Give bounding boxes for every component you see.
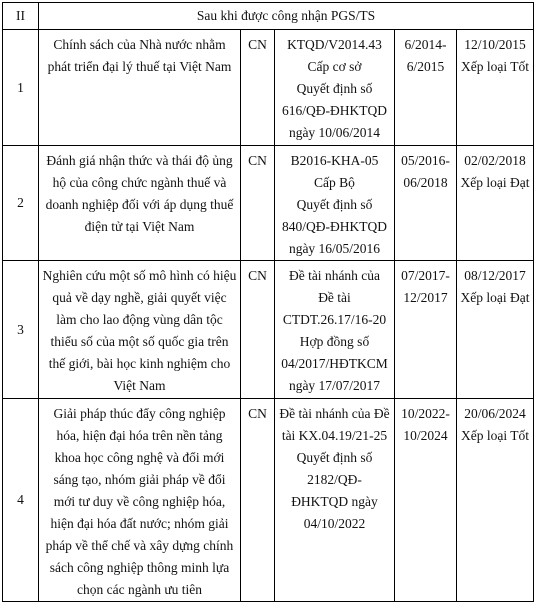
- row-number: 2: [3, 146, 39, 261]
- project-code-line: ngày 10/06/2014: [288, 125, 381, 140]
- acceptance-result: [457, 146, 534, 261]
- project-code-line: 04/2017/HĐTKCM: [281, 356, 388, 371]
- project-title-line: Giải pháp thúc đẩy công nghiệp: [53, 406, 226, 421]
- project-title: [39, 146, 241, 261]
- project-title-line: sách công nghiệp thông minh lựa: [49, 560, 230, 575]
- table-row: [3, 146, 534, 261]
- role: CN: [241, 399, 275, 602]
- project-code-line: Quyết định số: [296, 81, 373, 96]
- project-code-line: ngày 16/05/2016: [288, 241, 381, 256]
- project-title: [39, 30, 241, 146]
- research-projects-table: [2, 2, 534, 602]
- acceptance-result: [457, 261, 534, 399]
- acceptance-date: 12/10/2015: [464, 37, 526, 52]
- project-title-line: pháp về thể chế và xây dựng chính: [45, 538, 234, 553]
- project-title-line: Đánh giá nhận thức và thái độ ủng: [46, 153, 233, 168]
- project-title-line: quả về dạy nghề, giải quyết việc: [52, 290, 227, 305]
- project-period-line: 10/2024: [403, 428, 448, 443]
- project-period-line: 10/2022-: [401, 406, 450, 421]
- project-title-line: thế giới, bài học kinh nghiệm cho: [48, 356, 231, 371]
- project-code-line: tài KX.04.19/21-25: [281, 428, 388, 443]
- project-code-decision: [275, 146, 395, 261]
- project-period-line: 6/2014-: [404, 37, 447, 52]
- project-period: [395, 399, 457, 602]
- section-title: Sau khi được công nhận PGS/TS: [39, 3, 534, 30]
- project-title-line: Chính sách của Nhà nước nhằm: [53, 37, 226, 52]
- project-code-line: 04/10/2022: [303, 516, 366, 531]
- project-code-line: Đề tài nhánh của Đề: [279, 406, 390, 421]
- rating: Xếp loại Tốt: [461, 59, 530, 74]
- project-title-line: chọn các ngành ưu tiên: [76, 582, 203, 597]
- project-code-line: 616/QĐ-ĐHKTQD: [282, 103, 387, 118]
- project-code-line: 2182/QĐ-: [307, 472, 362, 487]
- role: CN: [241, 146, 275, 261]
- project-code-line: Quyết định số: [296, 197, 373, 212]
- rating: Xếp loại Đạt: [460, 175, 530, 190]
- project-code-line: KTQD/V2014.43: [287, 37, 382, 52]
- project-period-line: 6/2015: [406, 59, 445, 74]
- row-number: 3: [3, 261, 39, 399]
- project-code-decision: [275, 261, 395, 399]
- project-period-line: 07/2017-: [401, 268, 450, 283]
- project-period-line: 06/2018: [403, 175, 448, 190]
- project-code-line: ĐHKTQD ngày: [291, 494, 378, 509]
- section-header-row: [3, 3, 534, 30]
- acceptance-date: 20/06/2024: [464, 406, 526, 421]
- project-title: [39, 399, 241, 602]
- project-code-line: 840/QĐ-ĐHKTQD: [282, 219, 387, 234]
- role: CN: [241, 30, 275, 146]
- project-code-decision: [275, 30, 395, 146]
- project-period-line: 05/2016-: [401, 153, 450, 168]
- project-code-line: Đề tài: [318, 290, 351, 305]
- acceptance-date: 02/02/2018: [464, 153, 526, 168]
- project-title-line: hiện đại hóa đất nước; nhóm giải: [50, 516, 229, 531]
- acceptance-result: [457, 399, 534, 602]
- rating: Xếp loại Đạt: [460, 290, 530, 305]
- project-title-line: làm cho lao động vùng dân tộc: [56, 312, 223, 327]
- project-period: [395, 30, 457, 146]
- rating: Xếp loại Tốt: [461, 428, 530, 443]
- project-code-line: Quyết định số: [296, 450, 373, 465]
- table-row: [3, 261, 534, 399]
- project-title-line: thiểu số của một số quốc gia trên: [50, 334, 229, 349]
- project-code-line: Đề tài nhánh của: [288, 268, 381, 283]
- project-title-line: doanh nghiệp đối với áp dụng thuế: [45, 197, 234, 212]
- row-number: 4: [3, 399, 39, 602]
- project-title-line: hộ của công chức ngành thuế và: [52, 175, 227, 190]
- project-code-line: B2016-KHA-05: [290, 153, 379, 168]
- project-title-line: Việt Nam: [113, 378, 166, 393]
- project-code-line: Cấp cơ sở: [307, 59, 362, 74]
- project-title: [39, 261, 241, 399]
- project-title-line: điện tử tại Việt Nam: [84, 219, 195, 234]
- row-number: 1: [3, 30, 39, 146]
- project-period: [395, 146, 457, 261]
- acceptance-result: [457, 30, 534, 146]
- project-period: [395, 261, 457, 399]
- role: CN: [241, 261, 275, 399]
- project-code-line: ngày 17/07/2017: [288, 378, 381, 393]
- project-title-line: Nghiên cứu một số mô hình có hiệu: [42, 268, 237, 283]
- project-title-line: sáng tạo, nhóm giải pháp về đổi: [53, 472, 226, 487]
- table-row: [3, 399, 534, 602]
- section-number: II: [3, 3, 39, 30]
- project-title-line: mới tư duy về công nghiệp hóa,: [53, 494, 226, 509]
- project-period-line: 12/2017: [403, 290, 448, 305]
- project-title-line: phát triển đại lý thuế tại Việt Nam: [47, 59, 232, 74]
- project-code-decision: [275, 399, 395, 602]
- project-code-line: Hợp đồng số: [299, 334, 370, 349]
- project-code-line: Cấp Bộ: [314, 175, 355, 190]
- project-title-line: hóa, hiện đại hóa trên nền tảng: [56, 428, 223, 443]
- project-title-line: khoa học công nghệ và đổi mới: [54, 450, 225, 465]
- acceptance-date: 08/12/2017: [464, 268, 526, 283]
- table-row: [3, 30, 534, 146]
- project-code-line: CTDT.26.17/16-20: [282, 312, 387, 327]
